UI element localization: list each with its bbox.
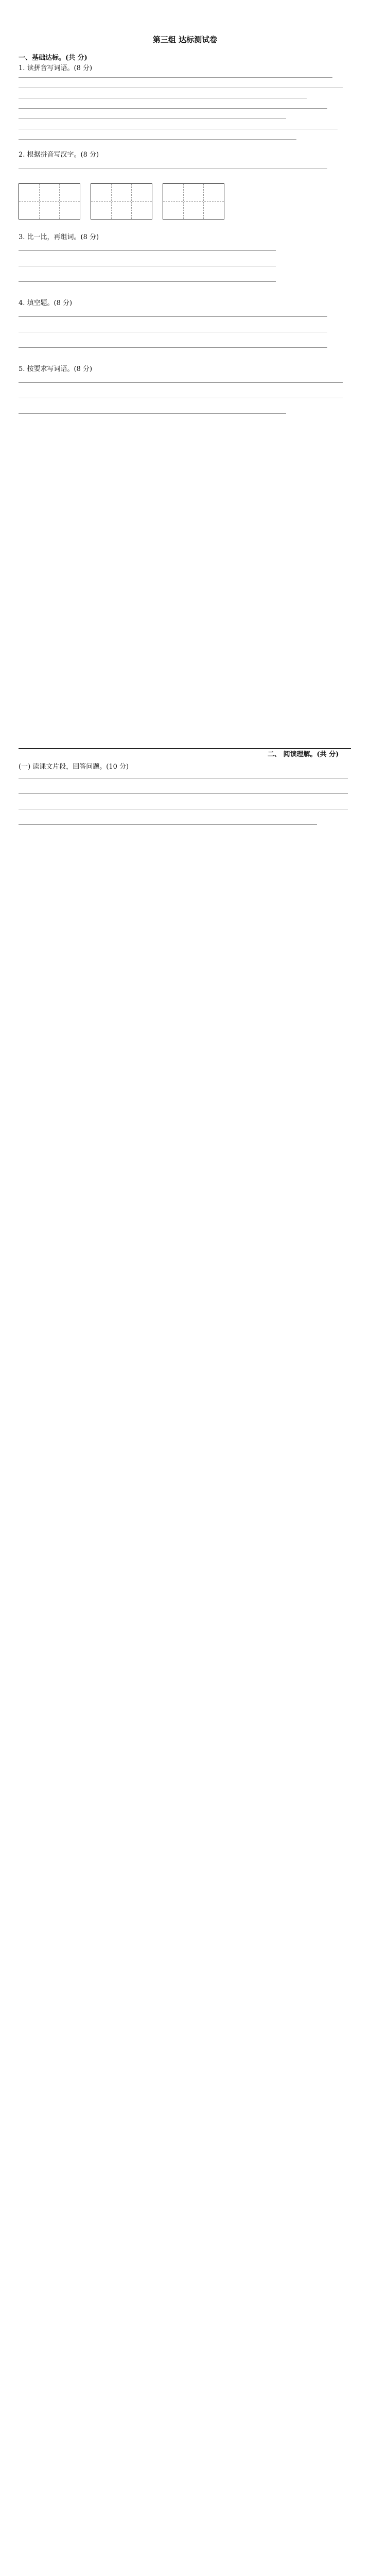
pinyin-box-3 [163, 183, 224, 219]
reading-intro: (一) 读课文片段，回答问题。(10 分) [19, 763, 129, 771]
question-1: 1. 读拼音写词语。(8 分) [19, 64, 93, 72]
question-4: 4. 填空题。(8 分) [19, 299, 73, 307]
pinyin-box-2 [91, 183, 152, 219]
section-heading: 一、基础达标。(共 分) [19, 54, 87, 62]
pinyin-box-1 [19, 183, 80, 219]
question-5: 5. 按要求写词语。(8 分) [19, 365, 93, 373]
question-3: 3. 比一比，再组词。(8 分) [19, 233, 99, 241]
question-2: 2. 根据拼音写汉字。(8 分) [19, 151, 99, 159]
section-heading-reading: 二、 阅读理解。(共 分) [268, 751, 339, 758]
page-title: 第三组 达标测试卷 [152, 35, 218, 44]
